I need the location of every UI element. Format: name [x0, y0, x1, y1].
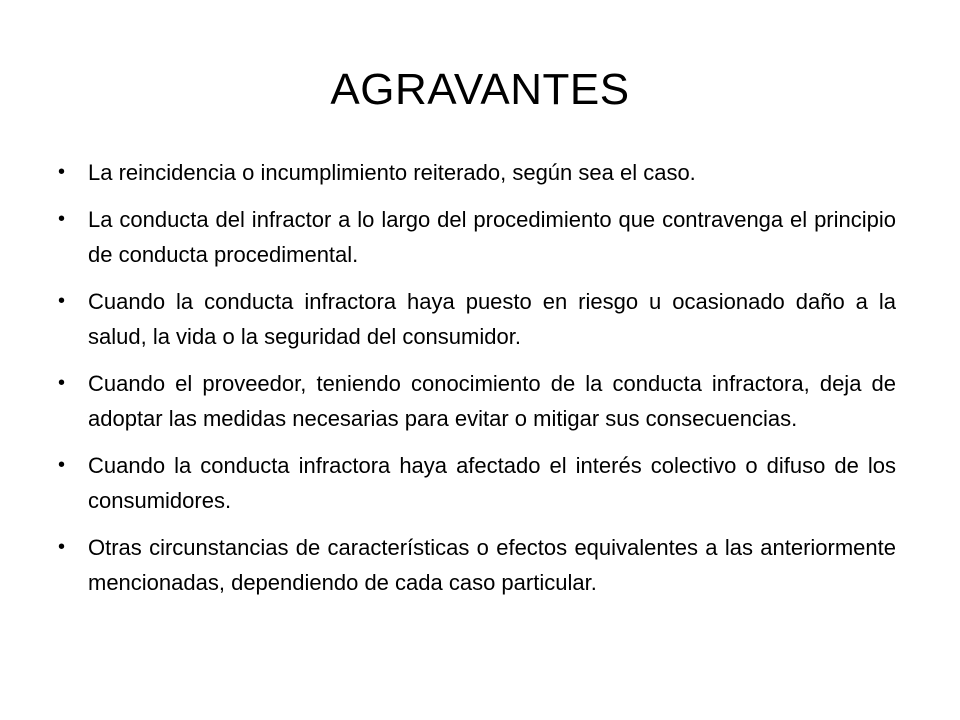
bullet-item-5 — [48, 448, 896, 518]
bullet-text: La conducta del infractor a lo largo del procedimiento que contravenga el principio de conducta procedimental. — [88, 207, 896, 267]
bullet-dot-icon: • — [58, 208, 66, 230]
bullet-item-4 — [48, 366, 896, 436]
bullet-text: Cuando el proveedor, teniendo conocimiento de la conducta infractora, deja de adoptar las medidas necesarias para evitar o mitigar sus consecuencias. — [88, 371, 896, 431]
bullet-text: Cuando la conducta infractora haya puesto en riesgo u ocasionado daño a la salud, la vida o la seguridad del consumidor. — [88, 289, 896, 349]
bullet-dot-icon: • — [58, 372, 66, 394]
slide-title: AGRAVANTES — [330, 65, 630, 114]
bullet-item-2 — [48, 202, 896, 272]
bullet-list — [48, 155, 896, 612]
bullet-text: Otras circunstancias de características o efectos equivalentes a las anteriormente mencionadas, dependiendo de cada caso particular. — [88, 535, 896, 595]
bullet-dot-icon: • — [58, 454, 66, 476]
bullet-dot-icon: • — [58, 536, 66, 558]
bullet-dot-icon: • — [58, 290, 66, 312]
bullet-item-1 — [48, 155, 896, 190]
bullet-text: Cuando la conducta infractora haya afectado el interés colectivo o difuso de los consumidores. — [88, 453, 896, 513]
bullet-item-6 — [48, 530, 896, 600]
bullet-text: La reincidencia o incumplimiento reiterado, según sea el caso. — [88, 160, 696, 185]
bullet-item-3 — [48, 284, 896, 354]
bullet-dot-icon: • — [58, 161, 66, 183]
